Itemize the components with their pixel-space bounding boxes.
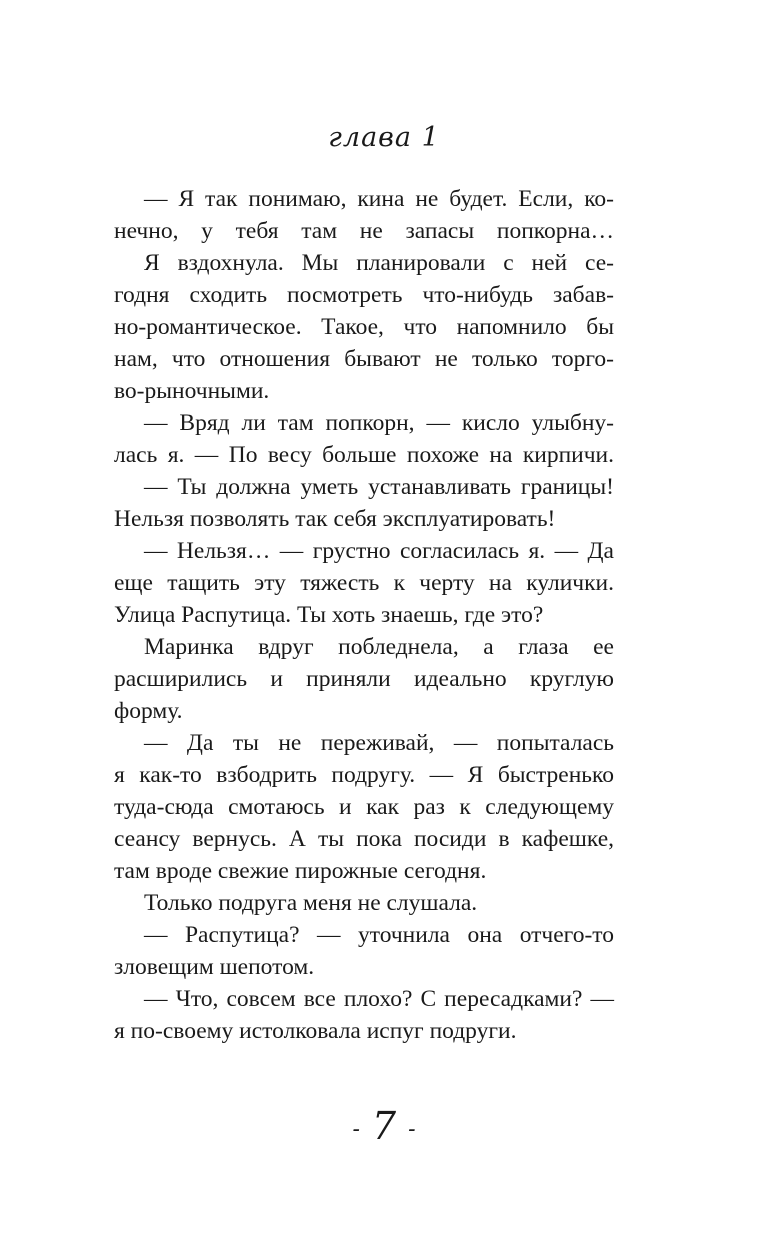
text-line: — Что, совсем все плохо? С пересадками? —	[144, 986, 614, 1012]
text-line: расширились и приняли идеально круглую	[114, 666, 614, 692]
text-line: я как-то взбодрить подругу. — Я быстренько	[114, 762, 614, 788]
text-line: форму.	[114, 698, 183, 724]
text-line: но-романтическое. Такое, что напомнило бы	[114, 314, 614, 340]
text-line: нам, что отношения бывают не только торго-	[114, 346, 614, 372]
text-line: зловещим шепотом.	[114, 954, 315, 980]
text-line: — Да ты не переживай, — попыталась	[144, 730, 614, 756]
page-number-dash-right: -	[408, 1116, 416, 1142]
text-line: Улица Распутица. Ты хоть знаешь, где это?	[114, 602, 544, 628]
page-number-dash-left: -	[352, 1116, 360, 1142]
text-line: — Вряд ли там попкорн, — кисло улыбну-	[144, 410, 614, 436]
text-line: во-рыночными.	[114, 378, 270, 404]
text-line: Нельзя позволять так себя эксплуатировать!	[114, 506, 556, 532]
text-line: лась я. — По весу больше похоже на кирпичи.	[114, 442, 614, 468]
body-text	[114, 183, 614, 1047]
text-line: годня сходить посмотреть что-нибудь забав-	[114, 282, 614, 308]
text-line: — Нельзя… — грустно согласилась я. — Да	[144, 538, 614, 564]
text-line: туда-сюда смотаюсь и как раз к следующему	[114, 794, 614, 820]
text-line: сеансу вернусь. А ты пока посиди в кафешке,	[114, 826, 614, 852]
text-line: еще тащить эту тяжесть к черту на кулички.	[114, 570, 614, 596]
text-line: Я вздохнула. Мы планировали с ней се-	[144, 250, 614, 276]
text-line: — Я так понимаю, кина не будет. Если, ко-	[144, 186, 614, 212]
page-number-value: 7	[371, 1104, 397, 1148]
text-line: там вроде свежие пирожные сегодня.	[114, 858, 487, 884]
text-line: нечно, у тебя там не запасы попкорна…	[114, 218, 614, 244]
text-line: Только подруга меня не слушала.	[144, 890, 478, 916]
text-line: — Распутица? — уточнила она отчего-то	[144, 922, 614, 948]
chapter-title: глава 1	[328, 122, 440, 153]
text-line: Маринка вдруг побледнела, а глаза ее	[144, 634, 614, 660]
text-line: — Ты должна уметь устанавливать границы!	[144, 474, 614, 500]
text-line: я по-своему истолковала испуг подруги.	[114, 1018, 517, 1044]
page-number	[0, 1102, 768, 1154]
